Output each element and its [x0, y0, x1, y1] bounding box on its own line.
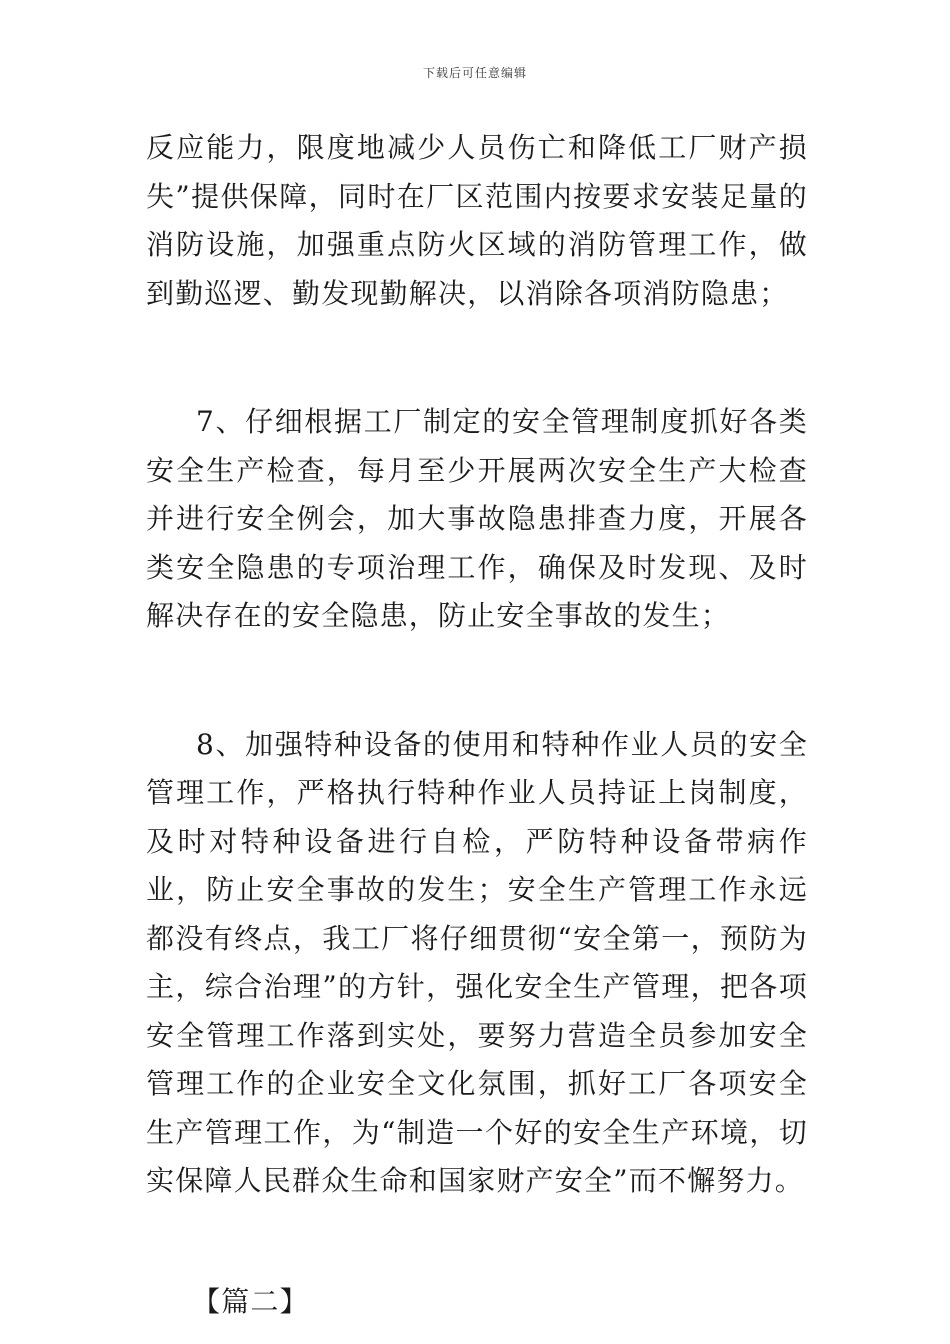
paragraph-item-7: 7、仔细根据工厂制定的安全管理制度抓好各类安全生产检查，每月至少开展两次安全生产大检查并进行安全例会，加大事故隐患排查力度，开展各类安全隐患的专项治理工作，确保及时发现、及时解决存在的安全隐患，防止安全事故的发生；	[146, 405, 808, 632]
section-title: 【篇二】	[192, 1284, 309, 1318]
page-header-note: 下载后可任意编辑	[422, 66, 527, 80]
paragraph-fire-safety: 反应能力，限度地减少人员伤亡和降低工厂财产损失”提供保障，同时在厂区范围内按要求安装足量的消防设施，加强重点防火区域的消防管理工作，做到勤巡逻、勤发现勤解决，以消除各项消防隐患；	[146, 131, 808, 310]
paragraph-item-8: 8、加强特种设备的使用和特种作业人员的安全管理工作，严格执行特种作业人员持证上岗制度，及时对特种设备进行自检，严防特种设备带病作业，防止安全事故的发生；安全生产管理工作永远都没有终点，我工厂将仔细贯彻“安全第一，预防为主，综合治理”的方针，强化安全生产管理，把各项安全管理工作落到实处，要努力营造全员参加安全管理工作的企业安全文化氛围，抓好工厂各项安全生产管理工作，为“制造一个好的安全生产环境，切实保障人民群众生命和国家财产安全”而不懈努力。	[146, 727, 808, 1197]
document-body	[146, 124, 808, 1326]
